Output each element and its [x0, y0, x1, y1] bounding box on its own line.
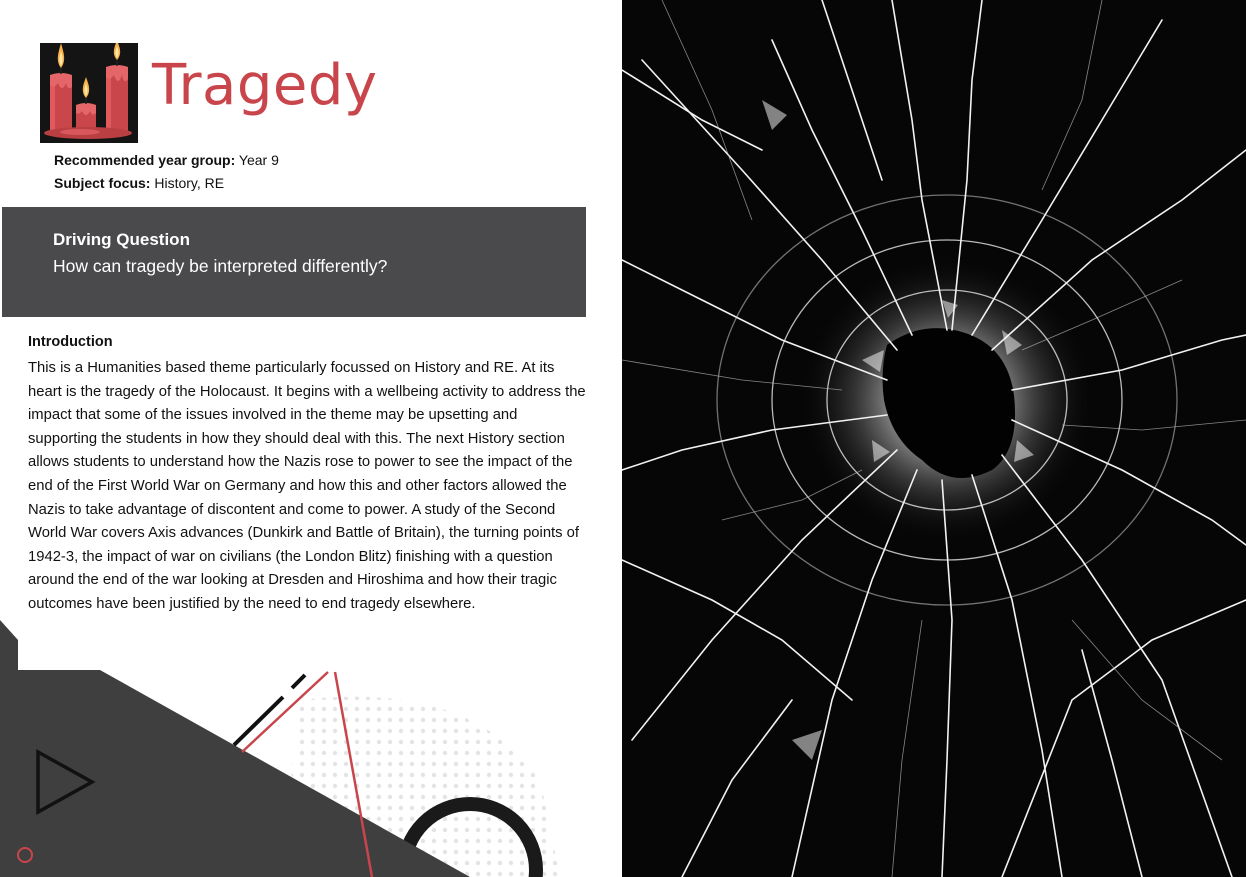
- subject-focus-value: History, RE: [154, 175, 225, 191]
- year-group-label: Recommended year group:: [54, 152, 236, 168]
- driving-question-panel: [2, 207, 586, 317]
- subject-focus-label: Subject focus:: [54, 175, 151, 191]
- driving-question-text: How can tragedy be interpreted differently?: [53, 256, 388, 276]
- decorative-shapes: [0, 600, 622, 877]
- year-group-value: Year 9: [238, 152, 279, 168]
- introduction-heading: Introduction: [28, 334, 113, 350]
- introduction-body: This is a Humanities based theme particularly focussed on History and RE. At its heart is the tragedy of the Holocaust. It begins with a wellbeing activity to address the impact that some of the issues involved in the theme may be upsetting and supporting the students in how they should deal with this. The next History section allows students to understand how the Nazis rose to power to see the impact of the end of the First World War on Germany and how this and other factors allowed the Nazis to take advantage of discontent and come to power. A study of the Second World War covers Axis advances (Dunkirk and Battle of Britain), the turning points of 1942-3, the impact of war on civilians (the London Blitz) finishing with a question around the end of the war looking at Dresden and Hiroshima and how their tragic outcomes have been justified by the need to end tragedy elsewhere.: [28, 360, 586, 612]
- driving-question-heading: Driving Question: [53, 230, 190, 249]
- subject-focus-line: [54, 175, 224, 191]
- year-group-line: [54, 152, 279, 168]
- shattered-glass-photo: [622, 0, 1246, 877]
- candles-icon: [40, 43, 138, 143]
- page-title: Tragedy: [152, 53, 378, 118]
- left-page: [0, 0, 622, 877]
